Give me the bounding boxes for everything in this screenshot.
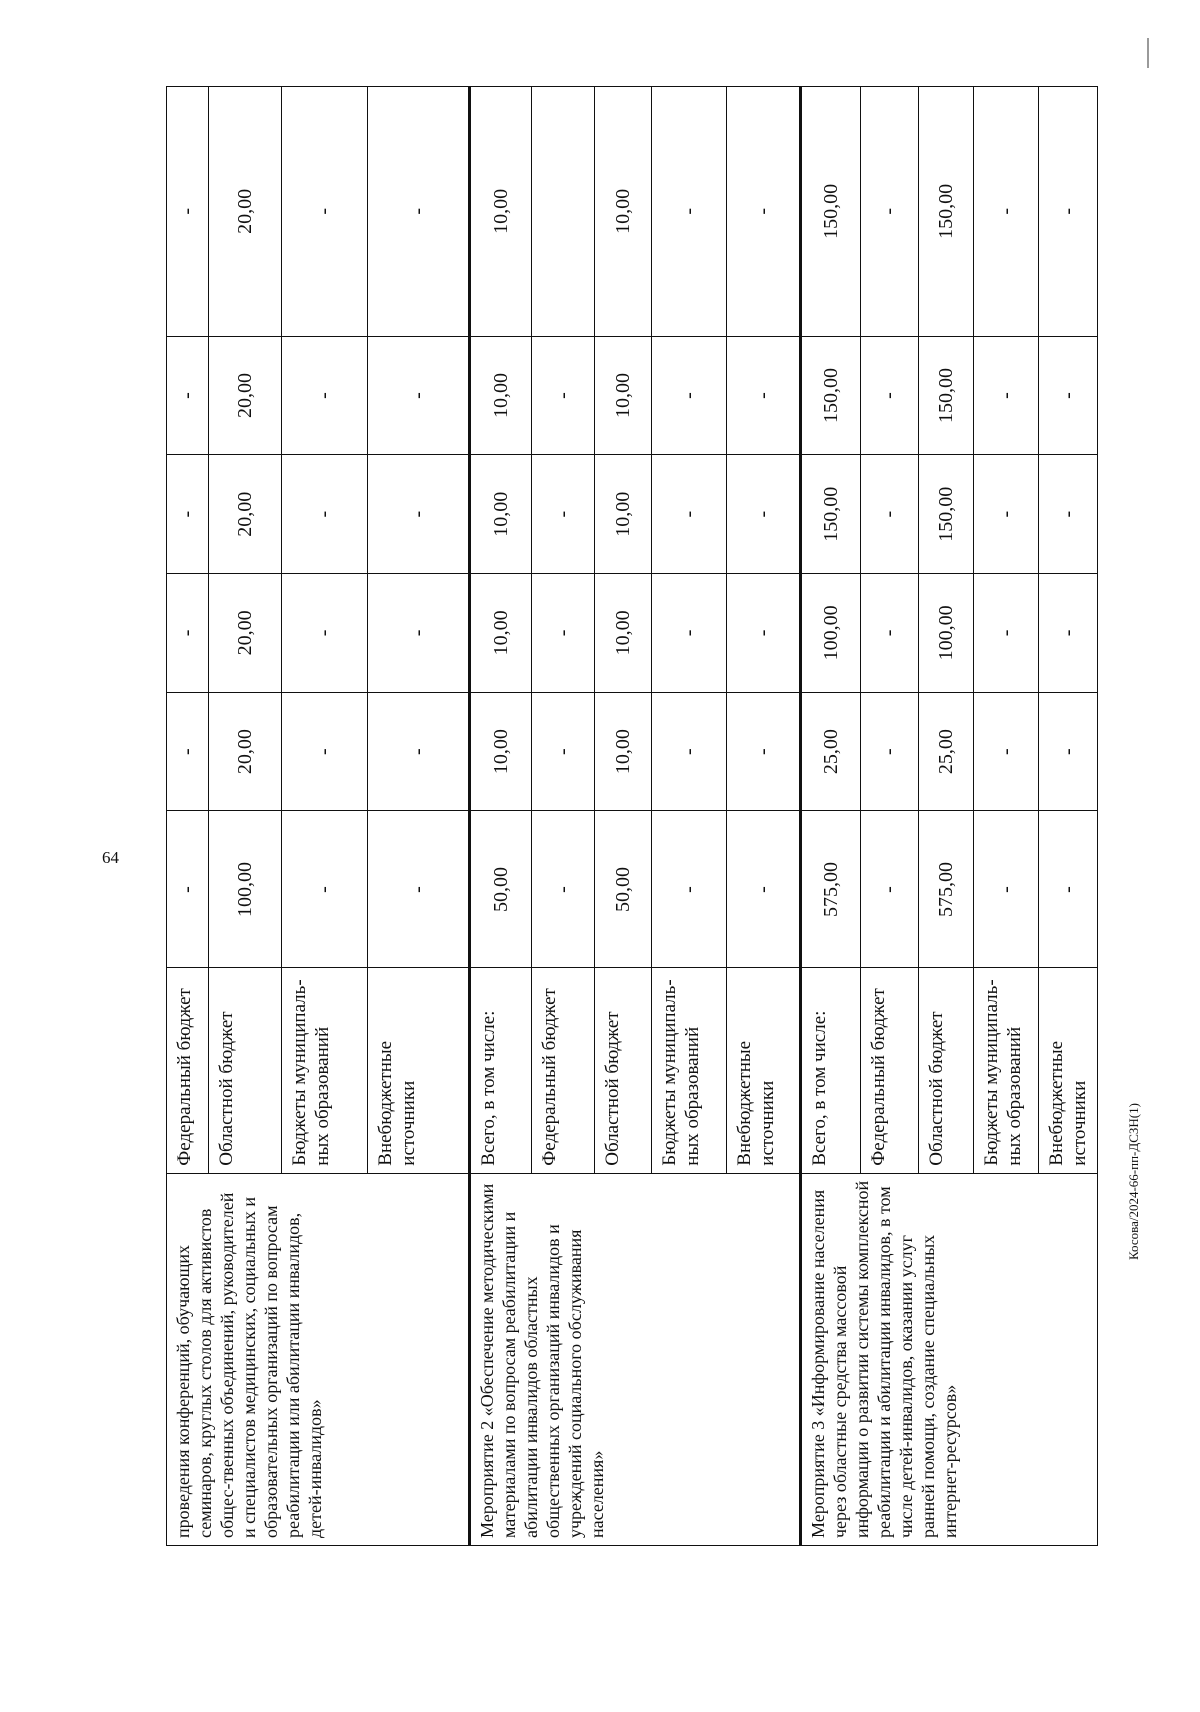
- value-cell: 575,00: [801, 811, 861, 968]
- value-cell: -: [727, 87, 801, 337]
- value-cell: -: [652, 692, 727, 811]
- source-cell: Федеральный бюджет: [167, 968, 209, 1173]
- value-cell: 10,00: [470, 455, 532, 574]
- value-cell: -: [727, 455, 801, 574]
- value-cell: -: [167, 336, 209, 455]
- value-cell: -: [282, 455, 368, 574]
- page-number: 64: [102, 848, 119, 867]
- value-cell: -: [167, 574, 209, 693]
- value-cell: -: [167, 811, 209, 968]
- value-cell: -: [532, 574, 595, 693]
- value-cell: -: [652, 811, 727, 968]
- value-cell: 10,00: [595, 336, 652, 455]
- value-cell: [532, 87, 595, 337]
- value-cell: -: [861, 692, 919, 811]
- value-cell: -: [1039, 87, 1098, 337]
- value-cell: -: [368, 574, 470, 693]
- table-row: [801, 87, 861, 1546]
- value-cell: -: [727, 574, 801, 693]
- value-cell: 150,00: [919, 455, 974, 574]
- value-cell: -: [368, 87, 470, 337]
- value-cell: -: [727, 336, 801, 455]
- value-cell: 20,00: [209, 692, 282, 811]
- value-cell: -: [861, 574, 919, 693]
- value-cell: -: [861, 336, 919, 455]
- value-cell: 150,00: [801, 336, 861, 455]
- value-cell: 150,00: [919, 336, 974, 455]
- value-cell: 10,00: [595, 574, 652, 693]
- value-cell: 10,00: [470, 87, 532, 337]
- value-cell: -: [1039, 692, 1098, 811]
- value-cell: -: [727, 811, 801, 968]
- value-cell: 20,00: [209, 455, 282, 574]
- source-cell: Внебюджетные источники: [727, 968, 801, 1173]
- value-cell: 25,00: [919, 692, 974, 811]
- value-cell: 20,00: [209, 336, 282, 455]
- value-cell: 150,00: [801, 455, 861, 574]
- value-cell: 50,00: [595, 811, 652, 968]
- value-cell: -: [1039, 336, 1098, 455]
- source-cell: Внебюджетные источники: [368, 968, 470, 1173]
- value-cell: -: [974, 336, 1039, 455]
- event-cell: проведения конференций, обучающих семинаров, круглых столов для активистов общес-твенных объединений, руководителей и специалистов медицинских, социальных и образовательных организаций по вопросам реабилитации или абилитации инвалидов, детей-инвалидов»: [167, 1173, 470, 1545]
- source-cell: Всего, в том числе:: [801, 968, 861, 1173]
- value-cell: 10,00: [595, 692, 652, 811]
- source-cell: Федеральный бюджет: [532, 968, 595, 1173]
- value-cell: -: [532, 692, 595, 811]
- value-cell: 20,00: [209, 574, 282, 693]
- source-cell: Бюджеты муниципаль-ных образований: [282, 968, 368, 1173]
- value-cell: -: [652, 455, 727, 574]
- document-code: Косова/2024-66-пп-ДСЗН(1): [1126, 1103, 1141, 1260]
- scan-mark: [1147, 38, 1149, 68]
- value-cell: -: [167, 692, 209, 811]
- value-cell: 575,00: [919, 811, 974, 968]
- value-cell: -: [652, 336, 727, 455]
- value-cell: 10,00: [470, 692, 532, 811]
- value-cell: -: [861, 811, 919, 968]
- value-cell: -: [532, 336, 595, 455]
- value-cell: -: [368, 692, 470, 811]
- value-cell: -: [532, 811, 595, 968]
- value-cell: -: [974, 574, 1039, 693]
- source-cell: Областной бюджет: [209, 968, 282, 1173]
- source-cell: Бюджеты муниципаль-ных образований: [652, 968, 727, 1173]
- value-cell: -: [727, 692, 801, 811]
- source-cell: Бюджеты муниципаль-ных образований: [974, 968, 1039, 1173]
- value-cell: -: [652, 574, 727, 693]
- value-cell: 10,00: [595, 455, 652, 574]
- value-cell: 50,00: [470, 811, 532, 968]
- value-cell: -: [282, 574, 368, 693]
- value-cell: -: [368, 336, 470, 455]
- value-cell: 150,00: [919, 87, 974, 337]
- value-cell: -: [1039, 811, 1098, 968]
- source-cell: Областной бюджет: [595, 968, 652, 1173]
- value-cell: 100,00: [209, 811, 282, 968]
- event-cell: Мероприятие 2 «Обеспечение методическими материалами по вопросам реабилитации и абилитации инвалидов областных общественных организаций инвалидов и учреждений социального обслуживания населения»: [470, 1173, 801, 1545]
- event-cell: Мероприятие 3 «Информирование населения через областные средства массовой информации о развитии системы комплексной реабилитации и абилитации инвалидов, в том числе детей-инвалидов, оказании услуг ранней помощи, создание специальных интернет-ресурсов»: [801, 1173, 1098, 1545]
- value-cell: -: [167, 87, 209, 337]
- budget-table: [166, 86, 1098, 1546]
- source-cell: Всего, в том числе:: [470, 968, 532, 1173]
- value-cell: -: [282, 87, 368, 337]
- source-cell: Федеральный бюджет: [861, 968, 919, 1173]
- value-cell: -: [1039, 455, 1098, 574]
- value-cell: 10,00: [470, 336, 532, 455]
- source-cell: Внебюджетные источники: [1039, 968, 1098, 1173]
- value-cell: -: [282, 811, 368, 968]
- value-cell: 10,00: [595, 87, 652, 337]
- value-cell: -: [974, 811, 1039, 968]
- value-cell: -: [368, 811, 470, 968]
- value-cell: 20,00: [209, 87, 282, 337]
- value-cell: -: [368, 455, 470, 574]
- source-cell: Областной бюджет: [919, 968, 974, 1173]
- value-cell: -: [974, 87, 1039, 337]
- value-cell: -: [974, 455, 1039, 574]
- value-cell: 150,00: [801, 87, 861, 337]
- value-cell: -: [974, 692, 1039, 811]
- value-cell: -: [282, 336, 368, 455]
- value-cell: -: [652, 87, 727, 337]
- table-row: [470, 87, 532, 1546]
- value-cell: -: [861, 455, 919, 574]
- table-row: [167, 87, 209, 1546]
- value-cell: -: [167, 455, 209, 574]
- value-cell: -: [532, 455, 595, 574]
- value-cell: 10,00: [470, 574, 532, 693]
- value-cell: -: [861, 87, 919, 337]
- value-cell: 25,00: [801, 692, 861, 811]
- budget-table-rotated: [166, 86, 1091, 1546]
- value-cell: 100,00: [801, 574, 861, 693]
- value-cell: -: [282, 692, 368, 811]
- value-cell: -: [1039, 574, 1098, 693]
- value-cell: 100,00: [919, 574, 974, 693]
